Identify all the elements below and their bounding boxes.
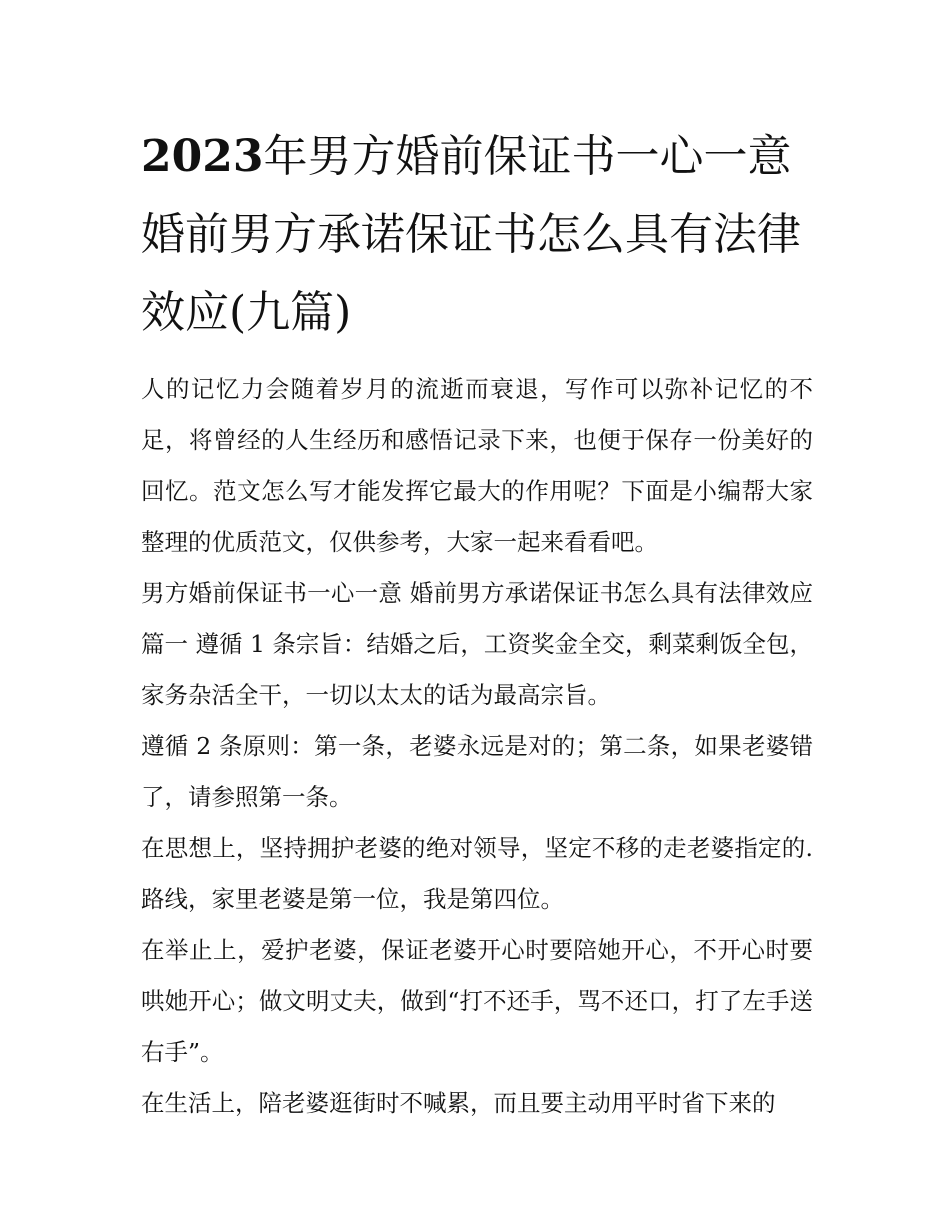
paragraph-intro: 人的记忆力会随着岁月的流逝而衰退，写作可以弥补记忆的不足，将曾经的人生经历和感悟记录下来，也便于保存一份美好的回忆。范文怎么写才能发挥它最大的作用呢？下面是小编帮大家整理的优质范文，仅供参考，大家一起来看看吧。	[141, 375, 813, 556]
paragraph-4: 在举止上，爱护老婆，保证老婆开心时要陪她开心，不开心时要哄她开心；做文明丈夫，做到“打不还手，骂不还口，打了左手送右手”。	[141, 936, 813, 1066]
paragraph-1: 男方婚前保证书一心一意 婚前男方承诺保证书怎么具有法律效应篇一 遵循 1 条宗旨：结婚之后，工资奖金全交，剩菜剩饭全包，家务杂活全干，一切以太太的话为最高宗旨。	[141, 579, 813, 709]
paragraph-5: 在生活上，陪老婆逛街时不喊累，而且要主动用平时省下来的	[141, 1089, 776, 1117]
title-year: 2023	[141, 131, 264, 182]
document-title	[141, 118, 813, 352]
paragraph-2: 遵循 2 条原则：第一条，老婆永远是对的；第二条，如果老婆错了，请参照第一条。	[141, 732, 813, 811]
title-text: 年男方婚前保证书一心一意 婚前男方承诺保证书怎么具有法律效应(九篇)	[141, 131, 801, 338]
paragraph-3: 在思想上，坚持拥护老婆的绝对领导，坚定不移的走老婆指定的.路线，家里老婆是第一位，我是第四位。	[141, 834, 813, 913]
document-page	[141, 118, 813, 1129]
